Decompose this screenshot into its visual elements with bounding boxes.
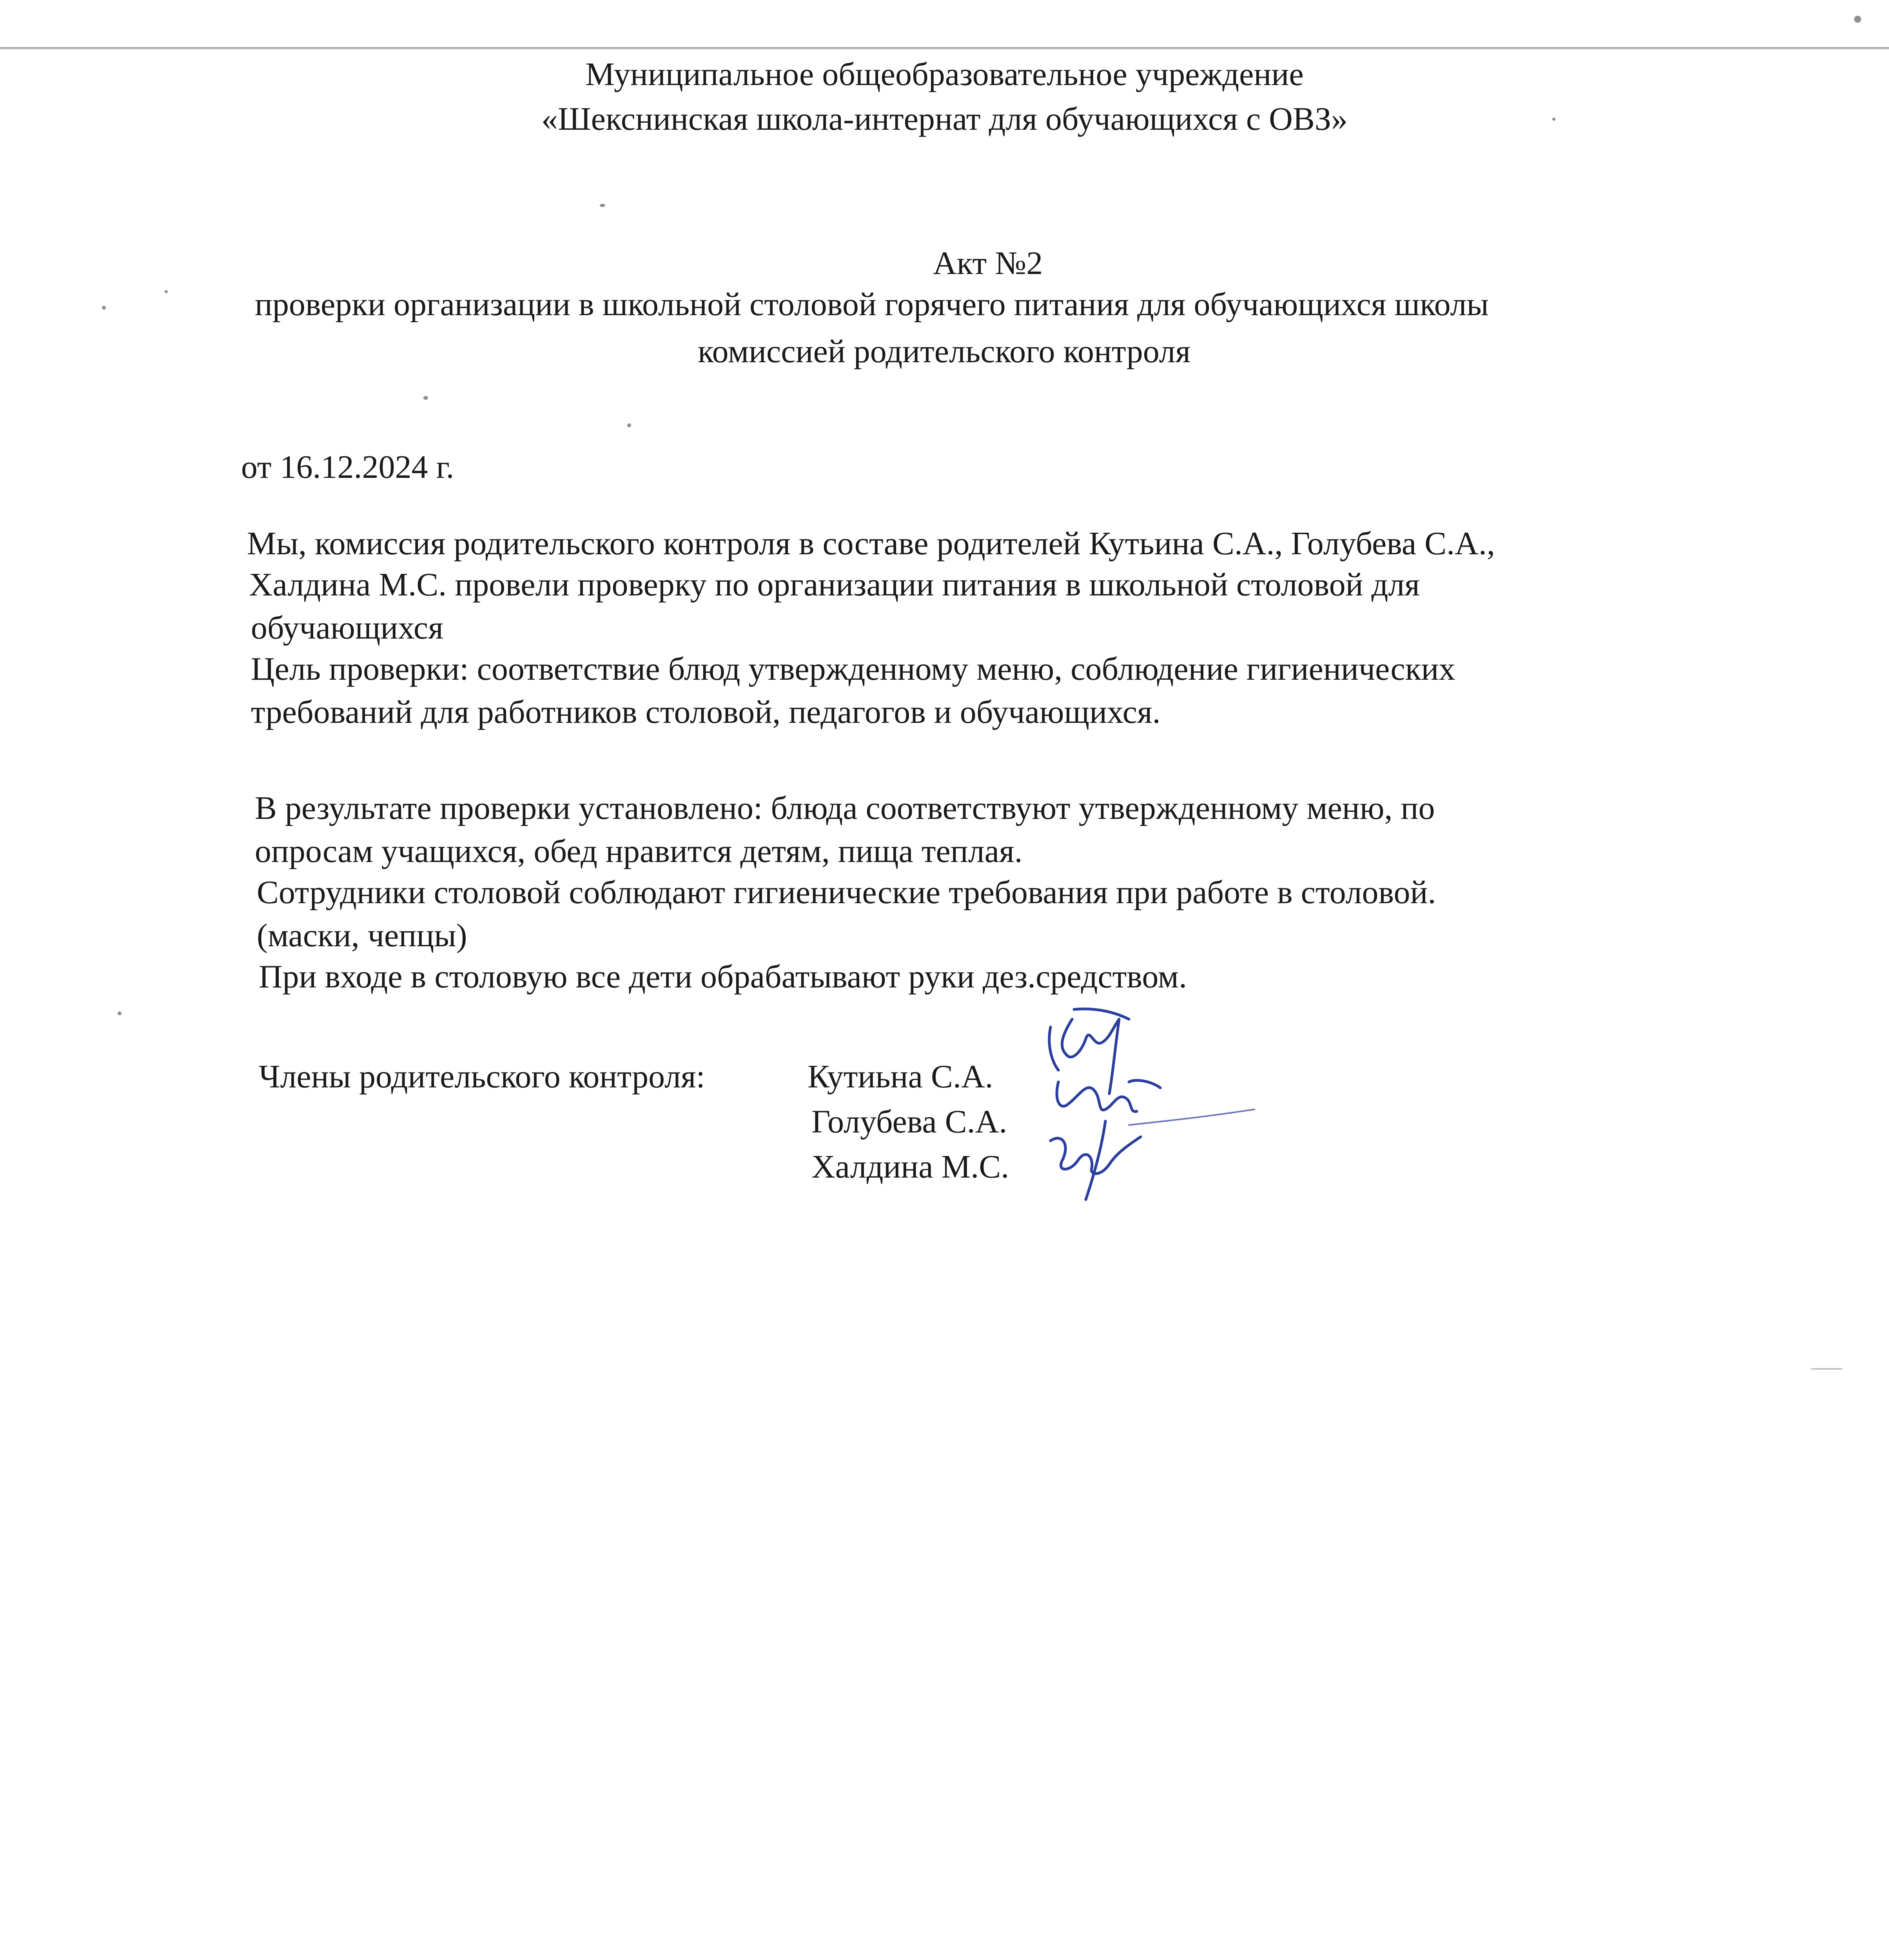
member-name-3: Халдина М.С. bbox=[811, 1149, 1009, 1185]
members-label: Члены родительского контроля: bbox=[259, 1058, 705, 1095]
scan-speck bbox=[1854, 16, 1861, 23]
result-line-1: В результате проверки установлено: блюда соответствуют утвержденному меню, по bbox=[255, 790, 1435, 826]
goal-line-1: Цель проверки: соответствие блюд утвержденному меню, соблюдение гигиенических bbox=[251, 651, 1455, 687]
act-subject-line-2: комиссией родительского контроля bbox=[698, 333, 1191, 370]
paragraph-1-line-1: Мы, комиссия родительского контроля в составе родителей Кутьина С.А., Голубева С.А., bbox=[247, 525, 1495, 562]
scan-speck bbox=[165, 290, 168, 293]
scan-mark bbox=[1811, 1368, 1842, 1370]
signature-kutina bbox=[1049, 1019, 1119, 1094]
scan-speck bbox=[600, 204, 605, 207]
paragraph-1-line-3: обучающихся bbox=[251, 610, 443, 646]
act-subject-line-1: проверки организации в школьной столовой горячего питания для обучающихся школы bbox=[255, 286, 1489, 323]
scan-speck bbox=[118, 1011, 122, 1015]
goal-line-2: требований для работников столовой, педагогов и обучающихся. bbox=[251, 694, 1161, 730]
scan-speck bbox=[627, 423, 631, 427]
signature-golubeva bbox=[1057, 1080, 1160, 1112]
handwritten-signatures bbox=[1035, 1004, 1309, 1223]
member-name-2: Голубева С.А. bbox=[811, 1103, 1007, 1140]
entry-line: При входе в столовую все дети обрабатывают руки дез.средством. bbox=[259, 958, 1187, 995]
scan-speck bbox=[102, 306, 106, 310]
staff-line-1: Сотрудники столовой соблюдают гигиенические требования при работе в столовой. bbox=[257, 874, 1436, 911]
signature-khaldina bbox=[1051, 1121, 1141, 1200]
institution-line-1: Муниципальное общеобразовательное учреждение bbox=[585, 56, 1304, 93]
scan-speck bbox=[423, 396, 428, 400]
paragraph-1-line-2: Халдина М.С. провели проверку по организации питания в школьной столовой для bbox=[249, 566, 1420, 603]
institution-line-2: «Шекснинская школа-интернат для обучающихся с ОВЗ» bbox=[541, 101, 1348, 137]
staff-line-2: (маски, чепцы) bbox=[257, 917, 467, 954]
act-date: от 16.12.2024 г. bbox=[241, 449, 454, 485]
result-line-2: опросам учащихся, обед нравится детям, пища теплая. bbox=[255, 833, 1023, 869]
member-name-1: Кутиьна С.А. bbox=[807, 1058, 993, 1095]
scan-top-edge bbox=[0, 47, 1889, 49]
act-number: Акт №2 bbox=[933, 245, 1043, 281]
